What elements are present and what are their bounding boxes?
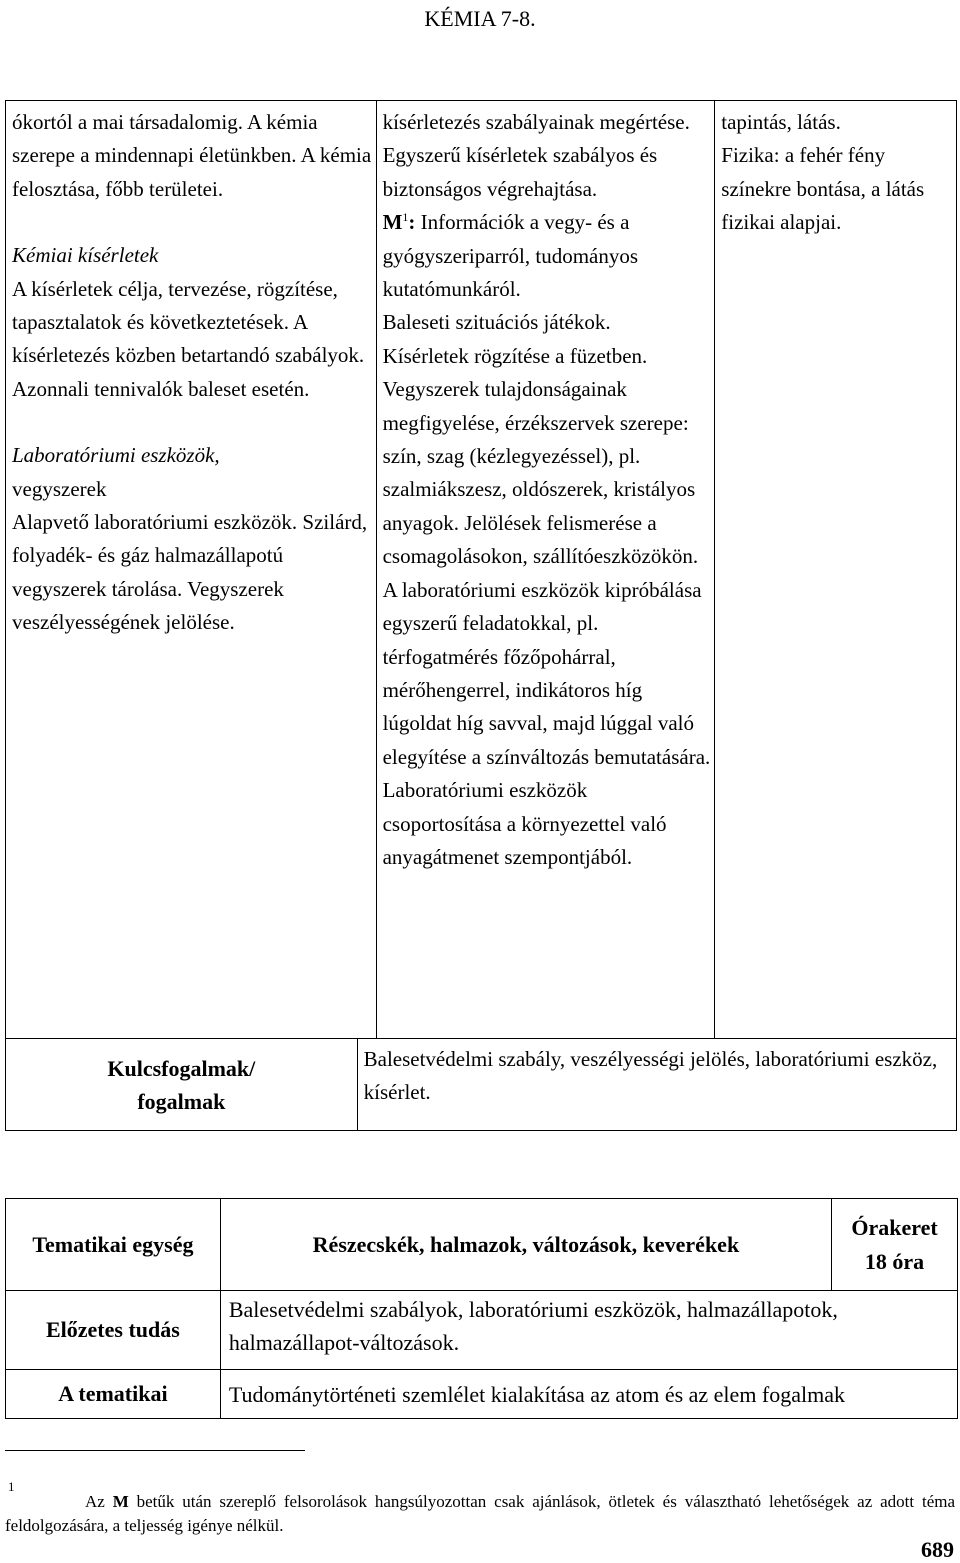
footnote-pre: Az xyxy=(85,1492,113,1511)
hours-cell xyxy=(832,1199,958,1291)
topics-cell xyxy=(6,101,377,1039)
footnote-bold-m: M xyxy=(112,1492,129,1511)
experiments-text: A kísérletek célja, tervezése, rögzítése, tapasztalatok és következtetések. A kísérletezés közben betartandó szabályok. Azonnali tennivalók baleset esetén. xyxy=(12,276,365,401)
thematic-goals-label: A tematikai xyxy=(6,1370,221,1419)
connections-cell xyxy=(715,101,957,1039)
thematic-goals-row xyxy=(6,1370,958,1419)
keyconcepts-label-line1: Kulcsfogalmak/ xyxy=(107,1055,256,1081)
thematic-unit-label: Tematikai egység xyxy=(6,1199,221,1291)
activities-intro-text: kísérletezés szabályainak megértése. Egyszerű kísérletek szabályos és biztonságos végrehajtása. xyxy=(382,110,690,201)
physics-connection-text: Fizika: a fehér fény színekre bontása, a látás fizikai alapjai. xyxy=(721,143,925,235)
lab-tools-text: Alapvető laboratóriumi eszközök. Szilárd, folyadék- és gáz halmazállapotú vegyszerek tárolása. Vegyszerek veszélyességének jelölése. xyxy=(12,510,368,635)
footnote-number: 1 xyxy=(8,1479,15,1494)
m-colon: : xyxy=(408,210,416,235)
footnote-post: betűk után szereplő felsorolások hangsúlyozottan csak ajánlások, ötletek és választható lehetőségek az adott téma feldolgozására, a teljesség igénye nélkül. xyxy=(5,1492,956,1535)
keyconcepts-text: Balesetvédelmi szabály, veszélyességi jelölés, laboratóriumi eszköz, kísérlet. xyxy=(357,1039,956,1131)
thematic-unit-title: Részecskék, halmazok, változások, keverékek xyxy=(220,1199,831,1291)
lab-tools-heading-cont: vegyszerek xyxy=(12,476,107,501)
chemical-properties-text: Vegyszerek tulajdonságainak megfigyelése, érzékszervek szerepe: szín, szag (kézlegyezéssel), pl. szalmiákszesz, oldószerek, kristályos anyagok. Jelölések felismerése a csomagolásokon, szállítóeszközökön. A laboratóriumi eszközök kipróbálása egyszerű feladatokkal, pl. térfogatmérés főzőpohárral, mérőhengerrel, indikátoros híg lúgoldat híg savval, majd lúggal való elegyítése a színváltozás bemutatására. Laboratóriumi eszközök csoportosítása a környezettel való anyagátmenet szempontjából. xyxy=(382,377,711,869)
page-header-title: KÉMIA 7-8. xyxy=(424,6,536,31)
content-row xyxy=(6,101,957,1039)
m-label: M xyxy=(382,210,403,235)
topics-intro-text: ókortól a mai társadalomig. A kémia szerepe a mindennapi életünkben. A kémia felosztása, főbb területei. xyxy=(12,110,372,201)
senses-text: tapintás, látás. xyxy=(721,110,841,134)
prior-knowledge-label: Előzetes tudás xyxy=(6,1291,221,1370)
curriculum-table xyxy=(5,100,957,1131)
prior-knowledge-text: Balesetvédelmi szabályok, laboratóriumi eszközök, halmazállapotok, halmazállapot-változások. xyxy=(220,1291,957,1370)
activities-cell xyxy=(376,101,715,1039)
experiments-heading: Kémiai kísérletek xyxy=(12,243,159,268)
m-note xyxy=(383,206,711,306)
lab-tools-heading: Laboratóriumi eszközök, xyxy=(12,443,220,468)
accident-games-text: Baleseti szituációs játékok. xyxy=(382,310,611,335)
record-experiments-text: Kísérletek rögzítése a füzetben. xyxy=(382,343,648,368)
m-note-text: Információk a vegy- és a gyógyszeriparról, tudományos kutatómunkáról. xyxy=(382,210,639,302)
footnote-separator xyxy=(5,1450,305,1451)
thematic-goals-text: Tudománytörténeti szemlélet kialakítása az atom és az elem fogalmak xyxy=(220,1370,957,1419)
thematic-unit-table xyxy=(5,1198,958,1419)
footnote-ref: 1 xyxy=(402,210,409,225)
keyconcepts-row xyxy=(6,1039,957,1131)
hours-label: Órakeret xyxy=(851,1214,938,1240)
thematic-unit-row xyxy=(6,1199,958,1291)
page-number: 689 xyxy=(921,1537,954,1562)
prior-knowledge-row xyxy=(6,1291,958,1370)
hours-value: 18 óra xyxy=(864,1248,925,1274)
keyconcepts-label-line2: fogalmak xyxy=(137,1088,226,1114)
keyconcepts-label xyxy=(6,1039,358,1131)
footnote-text xyxy=(5,1490,955,1538)
